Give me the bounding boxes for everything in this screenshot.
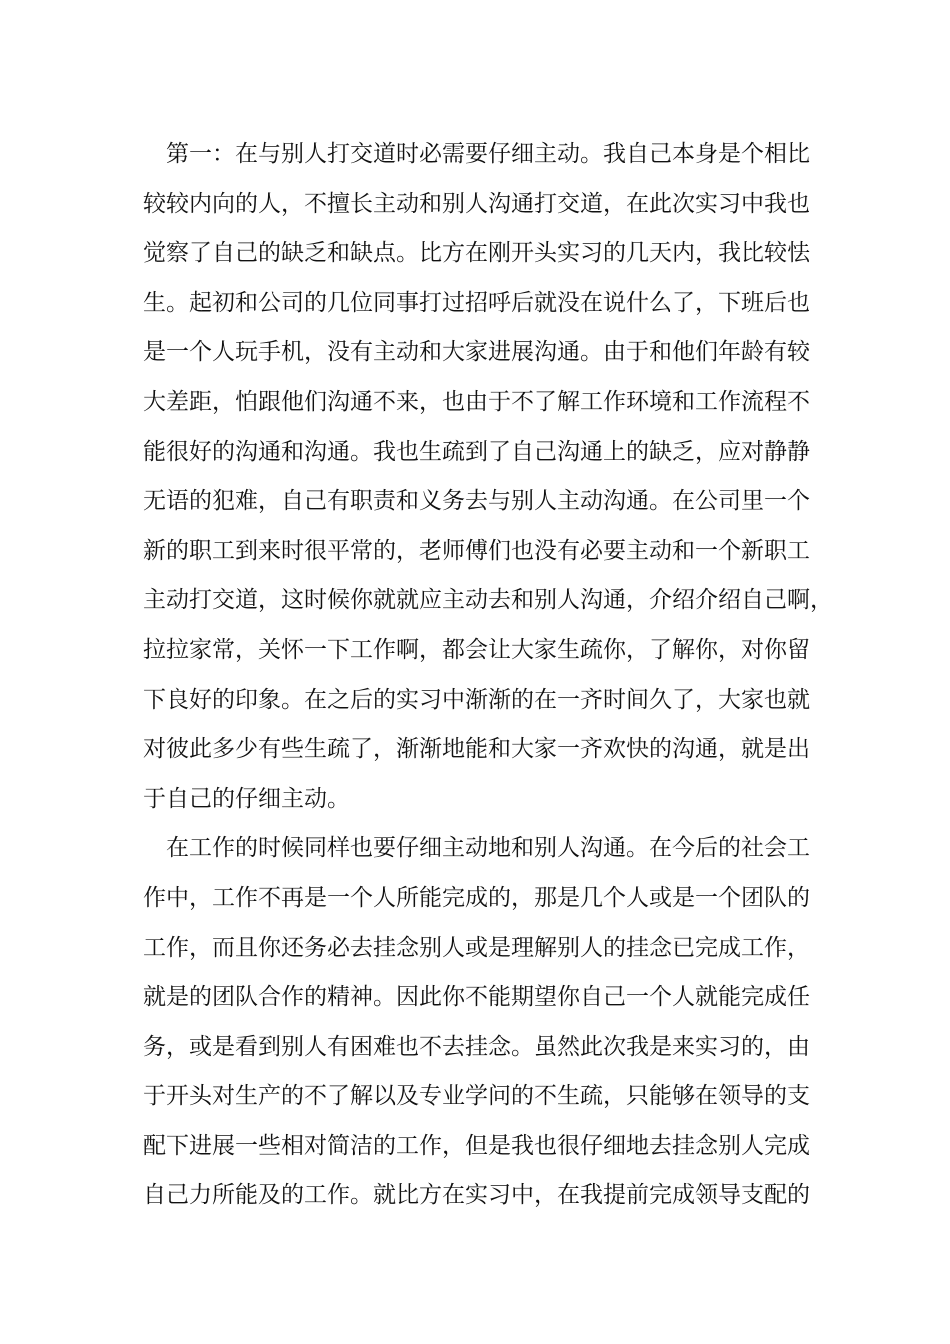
text-line: 新的职工到来时很平常的，老师傅们也没有必要主动和一个新职工 xyxy=(143,537,810,564)
text-line: 拉拉家常，关怀一下工作啊，都会让大家生疏你，了解你，对你留 xyxy=(143,636,810,663)
text-line: 无语的犯难，自己有职责和义务去与别人主动沟通。在公司里一个 xyxy=(143,488,810,515)
paragraph-1 xyxy=(143,130,843,824)
text-line: 于自己的仔细主动。 xyxy=(143,785,350,812)
text-line: 就是的团队合作的精神。因此你不能期望你自己一个人就能完成任 xyxy=(143,984,810,1011)
text-line: 较较内向的人，不擅长主动和别人沟通打交道，在此次实习中我也 xyxy=(143,190,810,217)
text-line: 主动打交道，这时候你就就应主动去和别人沟通，介绍介绍自己啊， xyxy=(143,587,833,614)
text-line: 工作，而且你还务必去挂念别人或是理解别人的挂念已完成工作， xyxy=(143,934,810,961)
text-line: 是一个人玩手机，没有主动和大家进展沟通。由于和他们年龄有较 xyxy=(143,339,810,366)
text-line: 自己力所能及的工作。就比方在实习中，在我提前完成领导支配的 xyxy=(143,1182,810,1209)
text-line: 大差距，怕跟他们沟通不来，也由于不了解工作环境和工作流程不 xyxy=(143,388,810,415)
text-line: 配下进展一些相对简洁的工作，但是我也很仔细地去挂念别人完成 xyxy=(143,1132,810,1159)
text-line: 对彼此多少有些生疏了，渐渐地能和大家一齐欢快的沟通，就是出 xyxy=(143,736,810,763)
text-line: 生。起初和公司的几位同事打过招呼后就没在说什么了，下班后也 xyxy=(143,289,810,316)
text-line: 在工作的时候同样也要仔细主动地和别人沟通。在今后的社会工 xyxy=(166,835,810,862)
text-line: 于开头对生产的不了解以及专业学问的不生疏，只能够在领导的支 xyxy=(143,1083,810,1110)
paragraph-2 xyxy=(143,824,843,1221)
text-line: 能很好的沟通和沟通。我也生疏到了自己沟通上的缺乏，应对静静 xyxy=(143,438,810,465)
document-body xyxy=(143,130,843,1221)
text-line: 第一：在与别人打交道时必需要仔细主动。我自己本身是个相比 xyxy=(166,141,810,167)
text-line: 觉察了自己的缺乏和缺点。比方在刚开头实习的几天内，我比较怯 xyxy=(143,240,810,267)
text-line: 下良好的印象。在之后的实习中渐渐的在一齐时间久了，大家也就 xyxy=(143,686,810,713)
text-line: 务，或是看到别人有困难也不去挂念。虽然此次我是来实习的，由 xyxy=(143,1033,810,1060)
text-line: 作中，工作不再是一个人所能完成的，那是几个人或是一个团队的 xyxy=(143,884,810,911)
